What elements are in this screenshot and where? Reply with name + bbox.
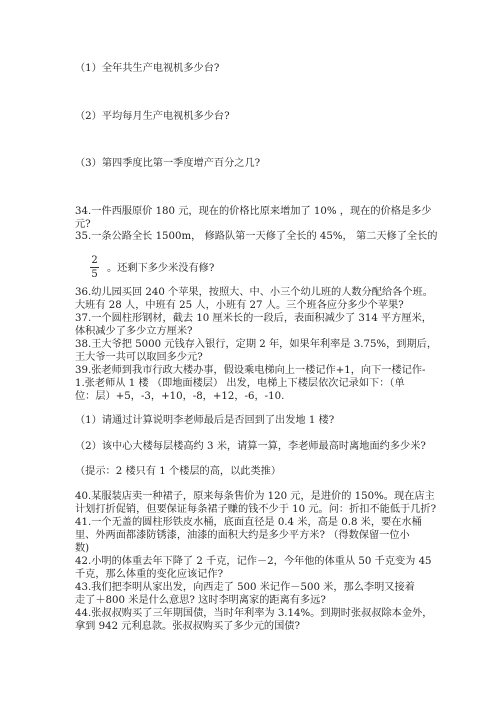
question-37-line-2: 体积减少了多少立方厘米?	[75, 326, 193, 337]
question-44-line-2: 拿到 942 元利息款。张叔叔购买了多少元的国债?	[75, 621, 300, 632]
question-41-line-1: 41.一个无盖的圆柱形铁皮水桶，底面直径是 0.4 米，高是 0.8 米，要在水桶	[75, 517, 422, 528]
question-42-line-2: 千克，那么体重的变化应该记作?	[75, 569, 224, 580]
question-41-line-2: 里、外两面都漆防锈漆，油漆的面积大约是多少平方米? （得数保留一位小	[75, 530, 410, 541]
question-35-continued: 。还剩下多少米没有修?	[107, 263, 215, 274]
question-41-line-3: 数)	[75, 543, 90, 554]
fraction-denominator: 5	[91, 269, 98, 280]
fraction-bar	[90, 267, 99, 268]
question-36-line-2: 大班有 28 人，中班有 25 人，小班有 27 人。三个班各应分多少个苹果?	[75, 300, 404, 311]
question-36-line-1: 36.幼儿园买回 240 个苹果，按照大、中、小三个幼儿班的人数分配给各个班。	[75, 287, 433, 298]
question-38-line-2: 王大爷一共可以取回多少元?	[75, 352, 203, 363]
question-34-continued: 元?	[75, 219, 91, 230]
question-43-line-2: 走了＋800 米是什么意思? 这时李明离家的距离有多远?	[75, 595, 326, 606]
question-39-line-3: 位：层）+5，-3，+10，-8，+12，-6，-10.	[75, 391, 285, 402]
question-39-hint: （提示：2 楼只有 1 个楼层的高，以此类推）	[75, 466, 282, 477]
fraction-two-fifths	[90, 255, 99, 280]
question-43-line-1: 43.我们把李明从家出发，向西走了 500 米记作－500 米，那么李明又接着	[75, 582, 415, 593]
question-34: 34.一件西服原价 180 元，现在的价格比原来增加了 10% ，现在的价格是多少	[75, 206, 432, 217]
question-39-line-1: 39.张老师到我市行政大楼办事，假设乘电梯向上一楼记作+1，向下一楼记作-	[75, 365, 426, 376]
sub-question-3: （3）第四季度比第一季度增产百分之几?	[75, 158, 261, 169]
question-35: 35.一条公路全长 1500m， 修路队第一天修了全长的 45%， 第二天修了全长的	[75, 231, 438, 242]
question-40-line-2: 计划打折促销，但要保证每条裙子赚的钱不少于 10 元。问：折扣不能低于几折?	[75, 504, 437, 515]
question-38-line-1: 38.王大爷把 5000 元钱存入银行，定期 2 年，如果年利率是 3.75%，到期后，	[75, 339, 438, 350]
question-40-line-1: 40.某服装店卖一种裙子，原来每条售价为 120 元，是进价的 150%。现在店主	[75, 491, 435, 502]
fraction-numerator: 2	[91, 255, 98, 266]
question-39-sub-1: （1）请通过计算说明李老师最后是否回到了出发地 1 楼?	[75, 415, 335, 426]
question-39-sub-2: （2）该中心大楼每层楼高约 3 米，请算一算，李老师最高时离地面约多少米?	[75, 441, 426, 452]
question-37-line-1: 37.一个圆柱形钢材，截去 10 厘米长的一段后，表面积减少了 314 平方厘米，	[75, 313, 432, 324]
question-44-line-1: 44.张叔叔购买了三年期国债，当时年利率为 3.14%。到期时张叔叔除本金外，	[75, 608, 433, 619]
sub-question-2: （2）平均每月生产电视机多少台?	[75, 111, 230, 122]
question-39-line-2: 1.张老师从 1 楼 （即地面楼层） 出发，电梯上下楼层依次记录如下：（单	[75, 378, 405, 389]
sub-question-1: （1）全年共生产电视机多少台?	[75, 63, 220, 74]
question-42-line-1: 42.小明的体重去年下降了 2 千克，记作－2，今年他的体重从 50 千克变为 45	[75, 556, 432, 567]
